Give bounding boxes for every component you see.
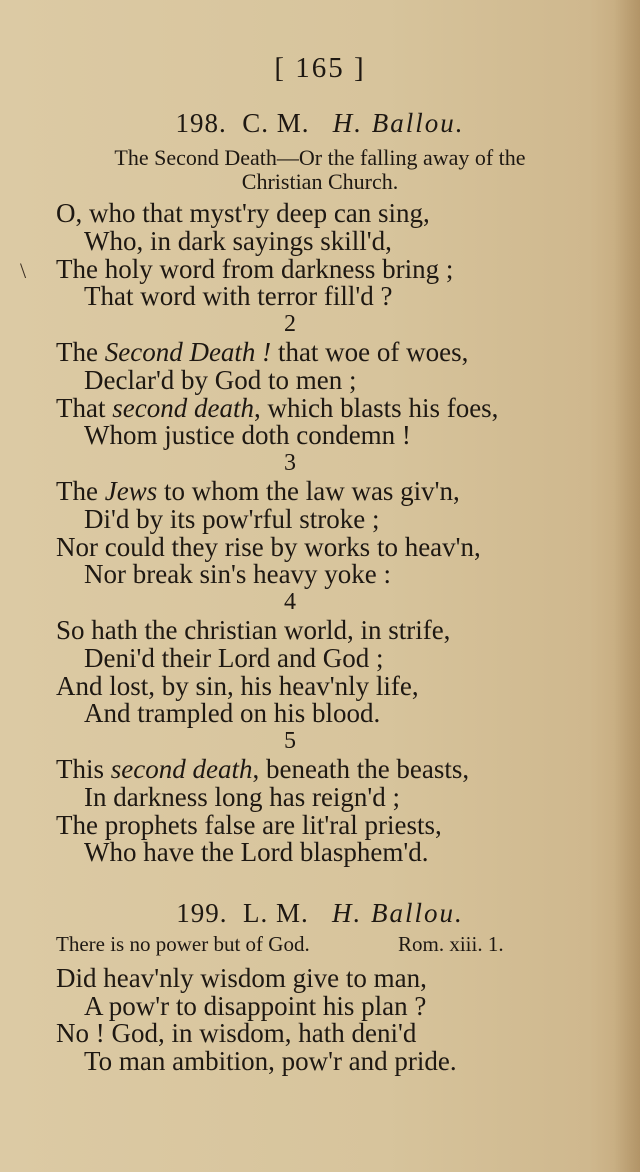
verse-line (56, 254, 453, 285)
text-run: Declar'd by God to men ; (84, 364, 357, 395)
text-run: To man ambition, pow'r and pride. (84, 1045, 457, 1076)
text-run: Did heav'nly wisdom give to man, (56, 963, 427, 993)
italic-phrase: second death (112, 392, 254, 423)
hymn-198-title-line-2: Christian Church. (241, 169, 399, 194)
verse-line (84, 226, 392, 257)
text-run: that woe of woes, (271, 337, 469, 367)
hymn-198-title-line-1: The Second Death—Or the falling away of the (114, 145, 526, 170)
verse-line (56, 810, 442, 841)
text-run: Di'd by its pow'rful stroke ; (84, 503, 380, 534)
verse-line (56, 393, 498, 424)
verse-line (84, 698, 380, 729)
text-run: Whom justice doth condemn ! (84, 420, 411, 451)
verse-line (84, 281, 393, 312)
verse-line (84, 559, 391, 590)
margin-mark: \ (20, 258, 27, 283)
hymn-198-heading (0, 108, 640, 139)
verse-line (84, 643, 384, 674)
text-run: O, who that myst'ry deep can sing, (56, 198, 430, 228)
stanza-number: 5 (284, 728, 296, 755)
verse-line (56, 1018, 416, 1049)
verse-line (84, 420, 411, 451)
italic-phrase: Second Death ! (104, 337, 272, 367)
verse-line (84, 504, 379, 535)
verse-line (56, 198, 430, 229)
verse-line (56, 476, 460, 507)
verse-line (84, 991, 426, 1022)
text-run: This (56, 754, 111, 784)
hymn-meter: C. M. (242, 108, 310, 138)
text-run: And trampled on his blood. (84, 698, 381, 729)
italic-phrase: Jews (104, 476, 158, 506)
text-run: Who, in dark sayings skill'd, (84, 225, 392, 256)
text-run: The holy word from darkness bring ; (56, 253, 454, 284)
stanza-number: 4 (284, 589, 296, 616)
text-run: The (56, 337, 105, 367)
verse-line (56, 532, 481, 563)
hymn-199-subtitle: There is no power but of God. (56, 932, 310, 956)
verse-line (84, 782, 400, 813)
verse-line (56, 337, 468, 368)
text-run: Nor break sin's heavy yoke : (84, 559, 392, 590)
hymn-number: 199. (176, 898, 228, 928)
scripture-reference: Rom. xiii. 1. (398, 932, 504, 956)
verse-line (84, 365, 357, 396)
text-run: That (56, 392, 113, 423)
italic-phrase: second death (110, 754, 253, 784)
page-number: [ 165 ] (274, 52, 366, 84)
text-run: The prophets false are lit'ral priests, (56, 809, 442, 840)
text-run: Who have the Lord blasphem'd. (84, 837, 429, 868)
verse-line (56, 615, 450, 646)
text-run: So hath the christian world, in strife, (56, 615, 451, 645)
text-run: No ! God, in wisdom, hath deni'd (56, 1018, 417, 1048)
text-run: The (56, 476, 105, 506)
text-run: Nor could they rise by works to heav'n, (56, 531, 481, 562)
hymn-author: H. Ballou. (332, 898, 464, 928)
text-run: In darkness long has reign'd ; (84, 781, 401, 812)
verse-line (84, 837, 429, 868)
stanza-number: 3 (284, 450, 296, 477)
text-run: That word with terror fill'd ? (84, 281, 393, 312)
verse-line (84, 1046, 457, 1077)
text-run: , which blasts his foes, (253, 392, 499, 423)
hymn-author: H. Ballou. (332, 108, 465, 138)
hymn-meter: L. M. (243, 898, 309, 928)
text-run: to whom the law was giv'n, (157, 476, 460, 506)
text-run: , beneath the beasts, (252, 754, 470, 784)
verse-line (56, 963, 427, 994)
hymn-number: 198. (175, 108, 227, 138)
verse-line (56, 671, 419, 702)
stanza-number: 2 (284, 311, 296, 338)
verse-line (56, 754, 469, 785)
hymn-199-heading (0, 898, 640, 929)
hymn-199-subtitle-row (56, 932, 536, 957)
text-run: And lost, by sin, his heav'nly life, (56, 670, 419, 701)
text-run: Deni'd their Lord and God ; (84, 642, 384, 673)
text-run: A pow'r to disappoint his plan ? (84, 990, 427, 1021)
